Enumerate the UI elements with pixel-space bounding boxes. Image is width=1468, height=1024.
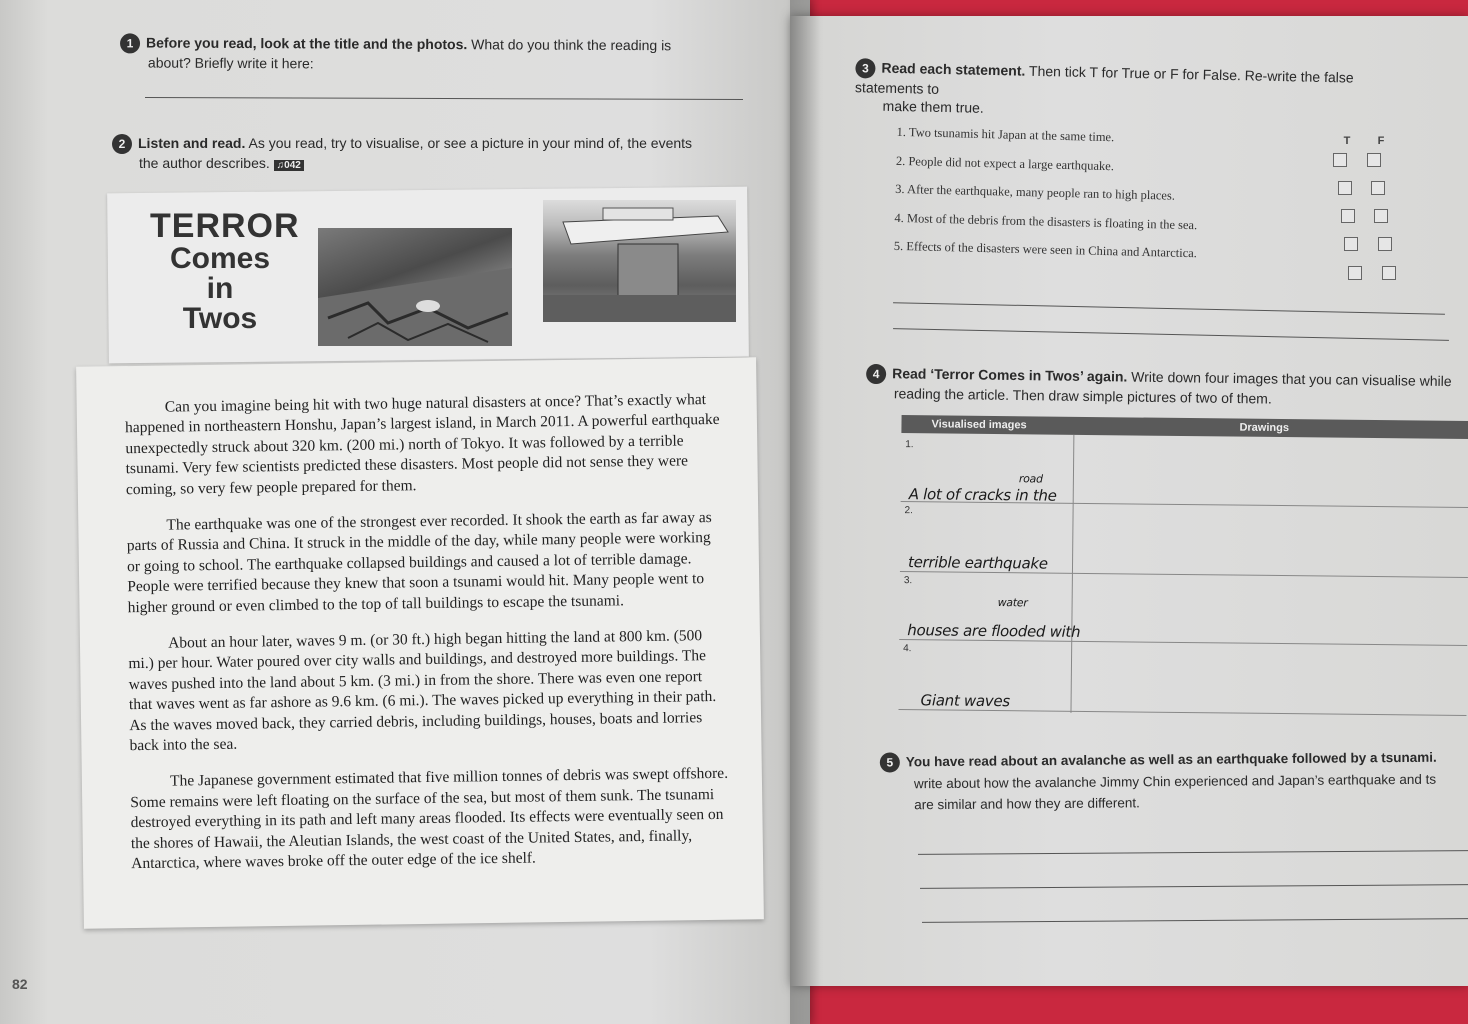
question-1-text: What do you think the reading is bbox=[471, 36, 672, 54]
row-1-answer-extra: road bbox=[1018, 472, 1043, 486]
article-paragraph-4: The Japanese government estimated that five million tonnes of debris was swept offshore. Some remains were left floating on the surface of the sea, but most of them sunk. The tsunami destroyed everything in its path and left many areas flooded. Its effects were eventually seen on the shores of Hawaii, the Aleutian Islands, the west coast of the United States, and, finally, Antarctica, where waves broke off the outer edge of the ice shelf. bbox=[130, 764, 729, 873]
row-3-answer[interactable]: houses are flooded with bbox=[907, 621, 1081, 641]
statement-1: 1. Two tsunamis hit Japan at the same time. bbox=[896, 124, 1115, 145]
title-line-4: Twos bbox=[182, 302, 258, 335]
article-paragraph-1: Can you imagine being hit with two huge natural disasters at once? That’s exactly what happened in northeastern Honshu, Japan’s largest island, in March 2011. A powerful earthquake unexpectedly struck about 320 km. (200 mi.) north of Tokyo. It was followed by a terrible tsunami. Very few scientists predicted these disasters. Most people did not sense they were coming, so very few people prepared for them. bbox=[124, 390, 720, 498]
question-1-number: 1 bbox=[120, 33, 140, 53]
checkbox-3-false[interactable] bbox=[1374, 209, 1388, 223]
checkbox-2-false[interactable] bbox=[1371, 181, 1385, 195]
statement-3: 3. After the earthquake, many people ran to high places. bbox=[895, 181, 1176, 203]
audio-track-icon: ♫042 bbox=[274, 160, 304, 171]
row-1-answer[interactable]: A lot of cracks in the bbox=[908, 485, 1057, 505]
cracked-road-illustration bbox=[318, 228, 512, 346]
row-2-answer[interactable]: terrible earthquake bbox=[907, 553, 1048, 573]
column-drawings: Drawings bbox=[1239, 421, 1290, 435]
question-1 bbox=[120, 33, 740, 74]
checkbox-2-true[interactable] bbox=[1338, 181, 1352, 195]
question-3-text-2: make them true. bbox=[882, 97, 984, 116]
article-paragraph-2: The earthquake was one of the strongest ever recorded. It shook the earth as far away as parts of Russia and China. It struck in the middle of the day, while many people were working or going to school. The earthquake collapsed buildings and caused a lot of terrible damage. People were terrified because they knew that soon a tsunami would hit. Many people went to higher ground or even climbed to the top of tall buildings to escape the tsunami. bbox=[126, 508, 712, 616]
checkbox-4-true[interactable] bbox=[1344, 237, 1358, 251]
question-5-lead: You have read about an avalanche as well as an earthquake followed by a tsunami. bbox=[905, 749, 1437, 770]
row-4-answer[interactable]: Giant waves bbox=[920, 691, 1010, 711]
photo-cracked-road bbox=[318, 228, 512, 346]
photo-boat-on-building bbox=[543, 200, 736, 322]
row-3-divider bbox=[899, 639, 1467, 646]
checkbox-3-true[interactable] bbox=[1341, 209, 1355, 223]
book-gutter bbox=[790, 0, 820, 1024]
checkbox-5-true[interactable] bbox=[1348, 266, 1362, 280]
question-3 bbox=[854, 58, 1415, 126]
checkbox-1-true[interactable] bbox=[1333, 153, 1347, 167]
question-3-lead: Read each statement. bbox=[881, 59, 1026, 79]
row-3-label: 3. bbox=[903, 575, 913, 587]
article-body bbox=[124, 374, 731, 890]
row-3-answer-extra: water bbox=[997, 596, 1028, 610]
false-label: F bbox=[1377, 135, 1385, 147]
statement-list bbox=[893, 125, 1316, 278]
title-line-3: in bbox=[206, 272, 234, 305]
checkbox-5-false[interactable] bbox=[1382, 266, 1396, 280]
statement-2: 2. People did not expect a large earthquake. bbox=[895, 153, 1115, 173]
question-5 bbox=[880, 747, 1468, 814]
page-number: 82 bbox=[12, 976, 28, 992]
statement-4: 4. Most of the debris from the disasters is floating in the sea. bbox=[894, 210, 1198, 232]
row-4-label: 4. bbox=[903, 643, 912, 655]
audio-track-number: 042 bbox=[284, 160, 301, 171]
title-line-2: Comes bbox=[169, 242, 271, 275]
row-1-divider bbox=[901, 501, 1468, 508]
question-1-text-2: about? Briefly write it here: bbox=[147, 54, 314, 72]
article-title bbox=[150, 207, 300, 335]
boat-on-building-illustration bbox=[543, 200, 736, 322]
title-line-1: TERROR bbox=[150, 207, 300, 245]
question-3-number: 3 bbox=[855, 58, 875, 78]
row-2-divider bbox=[900, 571, 1468, 578]
checkbox-4-false[interactable] bbox=[1378, 237, 1392, 251]
checkbox-1-false[interactable] bbox=[1367, 153, 1381, 167]
question-5-text-2: are similar and how they are different. bbox=[914, 795, 1140, 813]
question-4-text: Write down four images that you can visualise while bbox=[1131, 368, 1452, 390]
article-paragraph-3: About an hour later, waves 9 m. (or 30 ft.) high began hitting the land at 800 km. (500 mi.) per hour. Water poured over city walls and buildings, and destroyed more buildings. The waves pushed into the land about 5 km. (3 mi.) in from the shore. There was even one report that waves went as far ashore as 9.6 km. (6 mi.). The waves picked up everything in their path. As the waves moved back, they carried debris, including buildings, houses, boats and lorries back into the sea. bbox=[128, 626, 717, 755]
question-3-text: Then tick T for True or F for False. Re-write the false statements to bbox=[854, 62, 1354, 97]
row-2-label: 2. bbox=[904, 505, 913, 517]
question-2-number: 2 bbox=[112, 134, 132, 154]
column-visualised-images: Visualised images bbox=[931, 418, 1027, 432]
question-4-text-2: reading the article. Then draw simple pictures of two of them. bbox=[893, 385, 1272, 407]
question-2-text-2: the author describes. bbox=[139, 155, 270, 171]
question-2 bbox=[112, 134, 752, 175]
question-5-number: 5 bbox=[880, 752, 900, 772]
row-1-label: 1. bbox=[905, 439, 914, 451]
visualised-images-table bbox=[898, 415, 1468, 721]
statement-5: 5. Effects of the disasters were seen in China and Antarctica. bbox=[893, 238, 1198, 261]
question-4-number: 4 bbox=[866, 364, 886, 384]
true-label: T bbox=[1343, 135, 1351, 147]
question-1-lead: Before you read, look at the title and the photos. bbox=[146, 34, 468, 53]
true-false-header bbox=[1330, 135, 1398, 147]
question-5-text: write about how the avalanche Jimmy Chin experienced and Japan’s earthquake and ts bbox=[913, 771, 1437, 792]
question-2-text: As you read, try to visualise, or see a picture in your mind of, the events bbox=[248, 135, 693, 151]
row-4-divider bbox=[898, 709, 1466, 716]
question-2-lead: Listen and read. bbox=[138, 135, 246, 151]
question-4-lead: Read ‘Terror Comes in Twos’ again. bbox=[892, 365, 1128, 385]
